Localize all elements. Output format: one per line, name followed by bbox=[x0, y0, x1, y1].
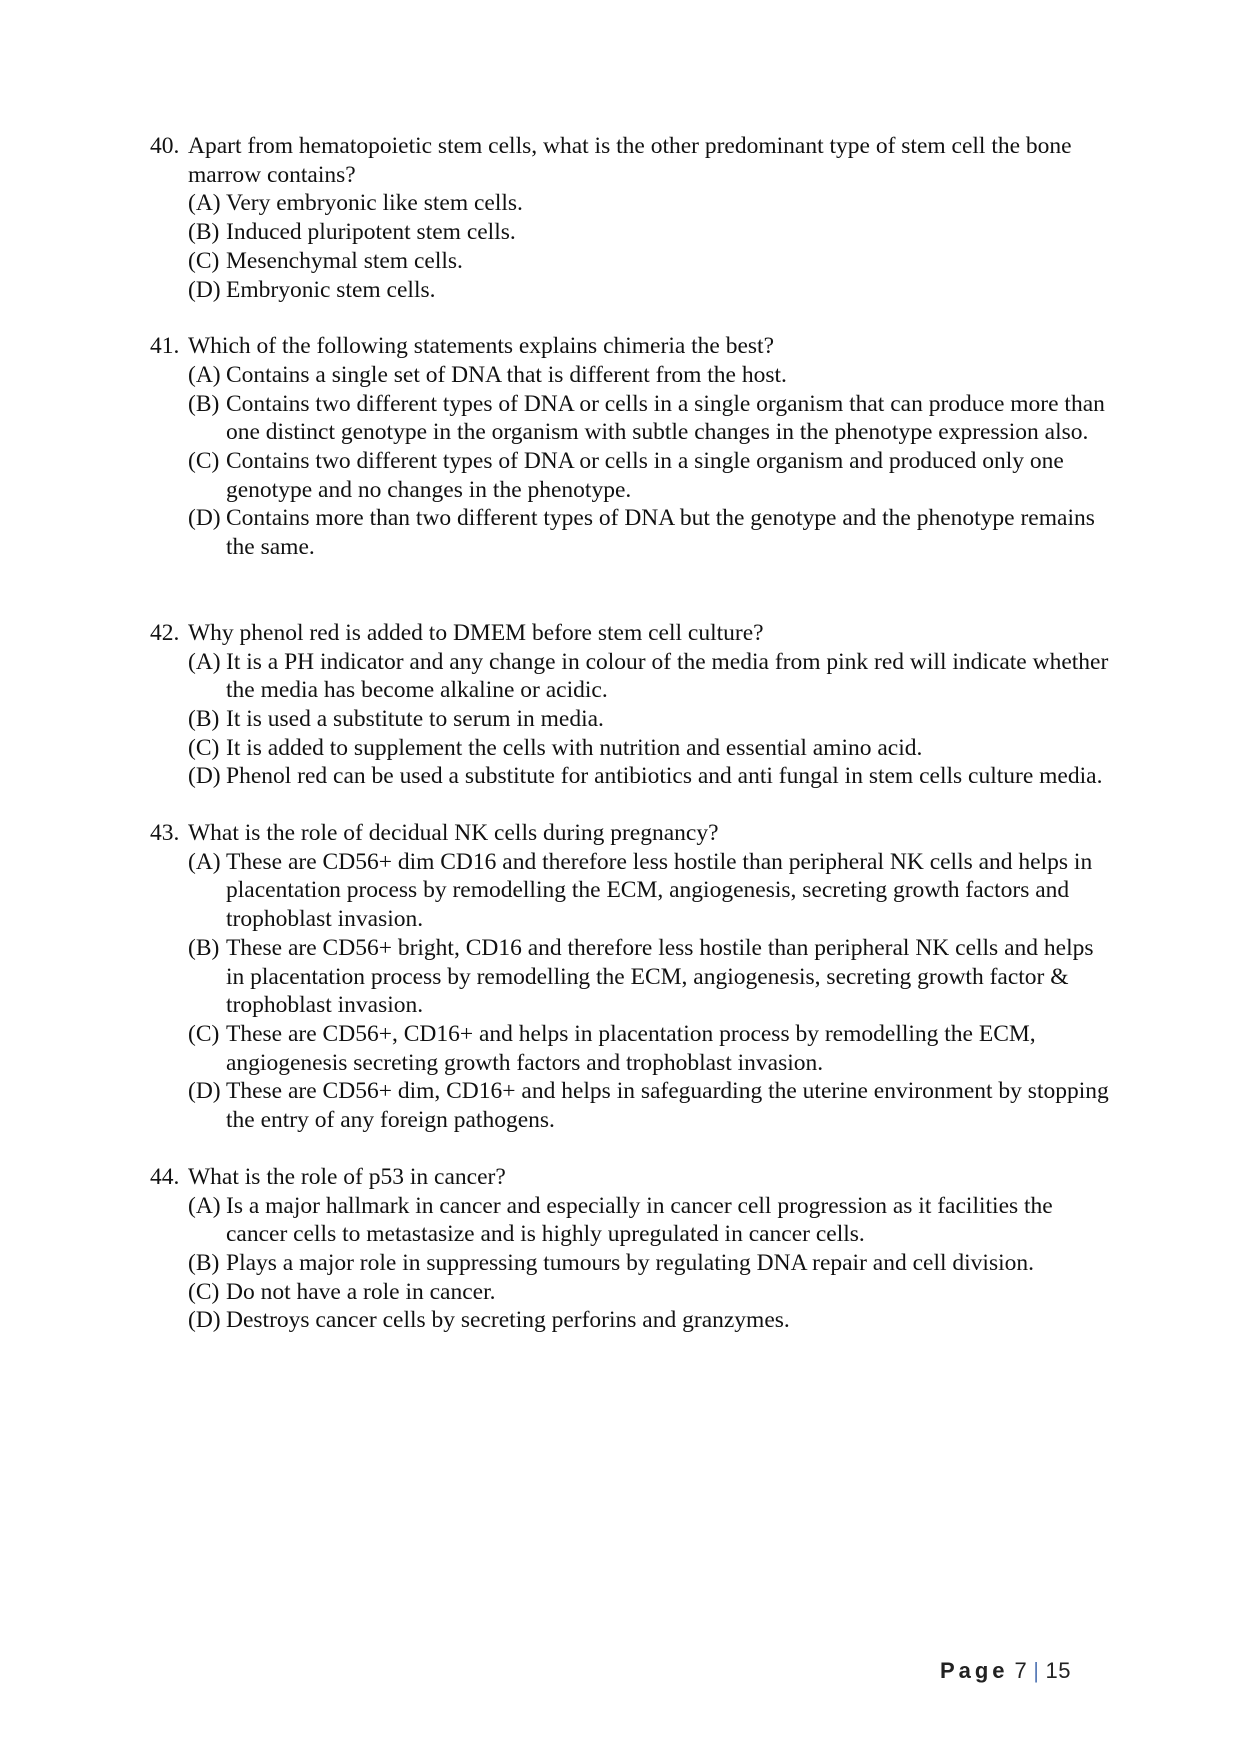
option-text: Contains more than two different types of DNA but the genotype and the phenotype remains the same. bbox=[226, 505, 1095, 561]
question-text: Which of the following statements explains chimeria the best? bbox=[188, 333, 775, 360]
question-stem bbox=[150, 819, 1110, 848]
option-list bbox=[188, 1192, 1110, 1336]
question-stem bbox=[150, 132, 1110, 189]
option-c bbox=[188, 734, 1110, 763]
option-b bbox=[188, 390, 1110, 447]
option-c bbox=[188, 1278, 1110, 1307]
page-label: Page bbox=[939, 1658, 1009, 1683]
option-text: It is used a substitute to serum in media. bbox=[226, 705, 604, 732]
option-text: Contains a single set of DNA that is different from the host. bbox=[226, 361, 787, 388]
option-text: It is a PH indicator and any change in colour of the media from pink red will indicate whether the media has become alkaline or acidic. bbox=[226, 648, 1109, 704]
option-letter: (D) bbox=[188, 763, 221, 790]
question-stem bbox=[150, 619, 1110, 648]
question-text: Apart from hematopoietic stem cells, what is the other predominant type of stem cell the bone marrow contains? bbox=[188, 133, 1072, 188]
question-number: 41. bbox=[150, 333, 180, 360]
question-text: What is the role of decidual NK cells during pregnancy? bbox=[188, 820, 719, 847]
option-letter: (C) bbox=[188, 247, 220, 274]
option-letter: (D) bbox=[188, 276, 221, 303]
question-stem bbox=[150, 1163, 1110, 1192]
option-letter: (C) bbox=[188, 1278, 220, 1305]
option-letter: (A) bbox=[188, 1192, 221, 1219]
page-separator: | bbox=[1033, 1658, 1040, 1683]
page-footer bbox=[940, 1658, 1071, 1684]
option-c bbox=[188, 447, 1110, 504]
total-pages-number: 15 bbox=[1045, 1658, 1071, 1683]
option-list bbox=[188, 361, 1110, 562]
option-c bbox=[188, 247, 1110, 276]
question-text: What is the role of p53 in cancer? bbox=[188, 1163, 506, 1190]
question-number: 43. bbox=[150, 820, 180, 847]
option-text: These are CD56+, CD16+ and helps in placentation process by remodelling the ECM, angiogenesis secreting growth factors and trophoblast invasion. bbox=[226, 1020, 1036, 1076]
option-text: Induced pluripotent stem cells. bbox=[226, 219, 516, 246]
option-list bbox=[188, 189, 1110, 304]
option-text: These are CD56+ bright, CD16 and therefore less hostile than peripheral NK cells and helps in placentation process by remodelling the ECM, angiogenesis, secreting growth factor & trophoblast invasion. bbox=[226, 934, 1094, 1019]
question-44 bbox=[150, 1163, 1110, 1335]
option-d bbox=[188, 762, 1110, 791]
question-40 bbox=[150, 132, 1110, 304]
question-stem bbox=[150, 332, 1110, 361]
option-text: Mesenchymal stem cells. bbox=[226, 247, 463, 274]
question-list bbox=[150, 132, 1110, 1335]
option-text: Is a major hallmark in cancer and especially in cancer cell progression as it facilities the cancer cells to metastasize and is highly upregulated in cancer cells. bbox=[226, 1192, 1053, 1248]
option-a bbox=[188, 189, 1110, 218]
option-letter: (B) bbox=[188, 1249, 220, 1276]
option-text: These are CD56+ dim, CD16+ and helps in safeguarding the uterine environment by stopping the entry of any foreign pathogens. bbox=[226, 1078, 1109, 1134]
option-letter: (D) bbox=[188, 505, 221, 532]
current-page-number: 7 bbox=[1014, 1658, 1028, 1683]
option-a bbox=[188, 848, 1110, 934]
option-d bbox=[188, 1077, 1110, 1134]
option-letter: (A) bbox=[188, 361, 221, 388]
option-text: Destroys cancer cells by secreting perforins and granzymes. bbox=[226, 1307, 790, 1334]
option-a bbox=[188, 648, 1110, 705]
option-c bbox=[188, 1020, 1110, 1077]
question-43 bbox=[150, 819, 1110, 1135]
option-text: Plays a major role in suppressing tumours by regulating DNA repair and cell division. bbox=[226, 1249, 1034, 1276]
option-list bbox=[188, 648, 1110, 792]
option-b bbox=[188, 934, 1110, 1020]
option-letter: (B) bbox=[188, 705, 220, 732]
question-number: 40. bbox=[150, 133, 180, 159]
option-letter: (C) bbox=[188, 448, 220, 475]
option-list bbox=[188, 848, 1110, 1135]
option-d bbox=[188, 504, 1110, 561]
option-letter: (C) bbox=[188, 734, 220, 761]
question-number: 44. bbox=[150, 1163, 180, 1190]
option-letter: (A) bbox=[188, 648, 221, 675]
option-d bbox=[188, 1306, 1110, 1335]
option-letter: (D) bbox=[188, 1078, 221, 1105]
option-text: These are CD56+ dim CD16 and therefore less hostile than peripheral NK cells and helps in placentation process by remodelling the ECM, angiogenesis, secreting growth factors and trophoblast invasion. bbox=[226, 848, 1093, 933]
question-text: Why phenol red is added to DMEM before stem cell culture? bbox=[188, 619, 764, 646]
option-letter: (A) bbox=[188, 848, 221, 875]
option-text: Very embryonic like stem cells. bbox=[226, 190, 523, 217]
option-b bbox=[188, 1249, 1110, 1278]
option-text: Contains two different types of DNA or cells in a single organism and produced only one genotype and no changes in the phenotype. bbox=[226, 448, 1064, 503]
option-text: Contains two different types of DNA or cells in a single organism that can produce more than one distinct genotype in the organism with subtle changes in the phenotype expression also. bbox=[226, 390, 1105, 446]
option-text: Do not have a role in cancer. bbox=[226, 1278, 496, 1305]
option-text: It is added to supplement the cells with nutrition and essential amino acid. bbox=[226, 734, 923, 761]
option-d bbox=[188, 276, 1110, 305]
option-letter: (B) bbox=[188, 934, 220, 961]
option-text: Phenol red can be used a substitute for antibiotics and anti fungal in stem cells culture media. bbox=[226, 763, 1103, 790]
option-text: Embryonic stem cells. bbox=[226, 276, 436, 303]
option-b bbox=[188, 705, 1110, 734]
question-42 bbox=[150, 619, 1110, 791]
option-letter: (D) bbox=[188, 1307, 221, 1334]
option-a bbox=[188, 361, 1110, 390]
option-letter: (B) bbox=[188, 219, 220, 246]
option-b bbox=[188, 218, 1110, 247]
question-number: 42. bbox=[150, 619, 180, 646]
option-letter: (B) bbox=[188, 390, 220, 417]
option-letter: (A) bbox=[188, 190, 221, 217]
option-a bbox=[188, 1192, 1110, 1249]
question-41 bbox=[150, 332, 1110, 562]
option-letter: (C) bbox=[188, 1020, 220, 1047]
